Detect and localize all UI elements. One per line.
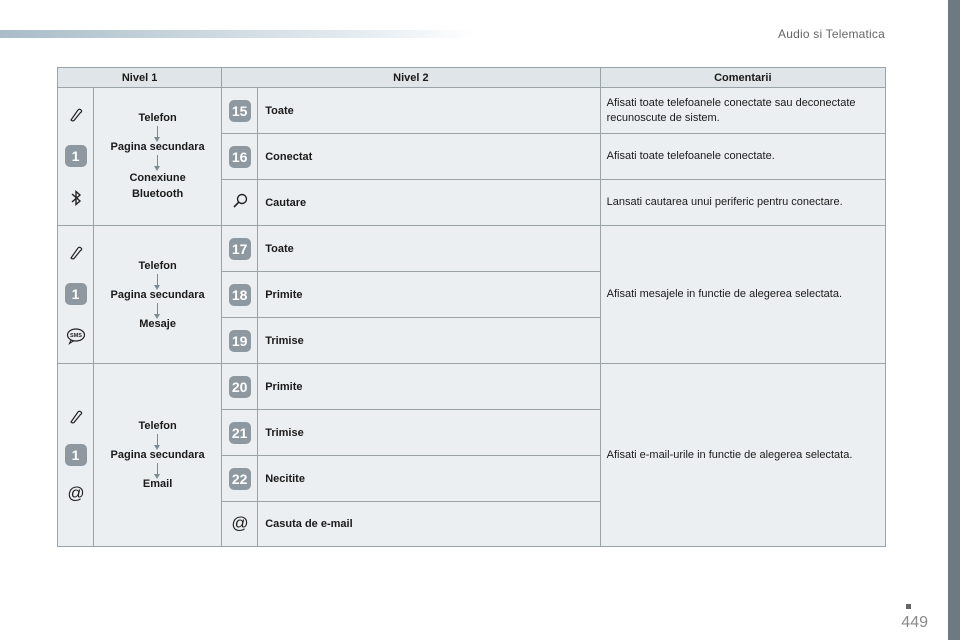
option-badge: 20 <box>229 376 251 398</box>
option-comment: Afisati toate telefoanele conectate sau deconectate recunoscute de sistem. <box>600 88 885 134</box>
path-step: Pagina secundara <box>110 288 205 301</box>
group-icons-bluetooth <box>58 88 94 226</box>
phone-icon <box>66 407 86 427</box>
svg-text:SMS: SMS <box>69 333 82 340</box>
bluetooth-icon <box>66 188 86 208</box>
option-label: Primite <box>258 272 600 318</box>
option-label: Trimise <box>258 410 600 456</box>
option-label: Toate <box>258 226 600 272</box>
option-comment: Afisati e-mail-urile in functie de alegerea selectata. <box>600 364 885 547</box>
menu-path <box>94 88 222 226</box>
step-badge: 1 <box>65 283 87 305</box>
path-step: Pagina secundara <box>110 140 205 153</box>
option-label: Conectat <box>258 134 600 180</box>
path-step: Telefon <box>138 259 177 272</box>
option-badge: 18 <box>229 284 251 306</box>
at-icon <box>66 483 86 503</box>
step-badge: 1 <box>65 444 87 466</box>
svg-text:@: @ <box>66 483 85 503</box>
option-badge: 15 <box>229 100 251 122</box>
down-arrow-icon <box>157 126 158 138</box>
option-badge: 16 <box>229 146 251 168</box>
table-row <box>58 226 886 272</box>
phone-icon <box>66 243 86 263</box>
down-arrow-icon <box>157 155 158 167</box>
menu-path <box>94 364 222 547</box>
header-level2: Nivel 2 <box>222 68 600 88</box>
menu-path <box>94 226 222 364</box>
at-icon <box>230 513 250 533</box>
side-tab-bar <box>948 0 960 640</box>
header-level1: Nivel 1 <box>58 68 222 88</box>
option-comment: Afisati toate telefoanele conectate. <box>600 134 885 180</box>
table-header-row <box>58 68 886 88</box>
header-decoration-bar <box>0 30 475 38</box>
path-step: Telefon <box>138 420 177 432</box>
group-icons-email <box>58 364 94 547</box>
option-comment: Lansati cautarea unui periferic pentru conectare. <box>600 180 885 226</box>
down-arrow-icon <box>157 463 158 475</box>
option-label: Toate <box>258 88 600 134</box>
option-label: Casuta de e-mail <box>258 502 600 547</box>
option-label: Primite <box>258 364 600 410</box>
table-row <box>58 88 886 134</box>
table-row <box>58 364 886 410</box>
path-step: Mesaje <box>139 317 176 330</box>
header-comments: Comentarii <box>600 68 885 88</box>
option-badge: 21 <box>229 422 251 444</box>
search-icon <box>230 191 250 211</box>
step-badge: 1 <box>65 145 87 167</box>
option-label: Trimise <box>258 318 600 364</box>
down-arrow-icon <box>157 434 158 446</box>
option-badge: 19 <box>229 330 251 352</box>
svg-text:@: @ <box>231 513 249 532</box>
option-badge: 22 <box>229 468 251 490</box>
down-arrow-icon <box>157 274 158 286</box>
path-step: Email <box>142 478 173 490</box>
option-badge: 17 <box>229 238 251 260</box>
section-title: Audio si Telematica <box>778 27 885 41</box>
group-icons-messages <box>58 226 94 364</box>
option-label: Necitite <box>258 456 600 502</box>
option-comment: Afisati mesajele in functie de alegerea selectata. <box>600 226 885 364</box>
page-marker <box>906 604 911 609</box>
option-label: Cautare <box>258 180 600 226</box>
page-number: 449 <box>901 614 928 631</box>
path-step: Pagina secundara <box>110 449 205 461</box>
down-arrow-icon <box>157 303 158 315</box>
path-step: Conexiune Bluetooth <box>129 171 186 200</box>
sms-icon <box>66 326 86 346</box>
phone-icon <box>66 105 86 125</box>
menu-levels-table <box>57 67 886 547</box>
path-step: Telefon <box>138 111 177 124</box>
